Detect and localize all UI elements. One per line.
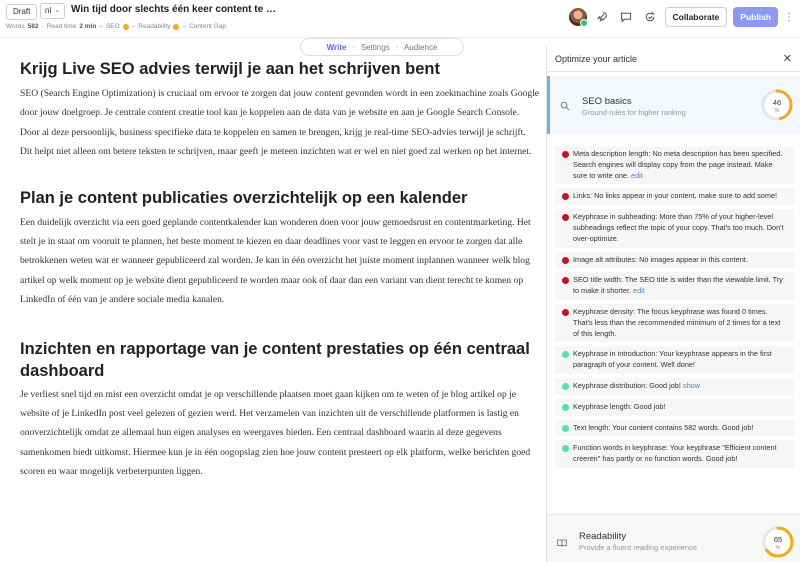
seo-check-item (555, 188, 794, 205)
article-paragraph[interactable]: SEO (Search Engine Optimization) is cruciaal om ervoor te zorgen dat jouw content gevonden wordt in een zoekmachine zoals Google door jouw doelgroep. Je centrale content creatie tool kan je koppelen aan de data van je website en aan je Google Search Console. Door al deze persoonlijk, business specifieke data te koppelen en samen te brengen, krijg je real-time SEO-advies terwijl je schrijft. Dit helpt niet alleen om betere teksten te schrijven, maar geeft je meteen inzichten wat er wel en niet goed zal werken op het internet. (20, 88, 540, 158)
meta-separator: – (99, 23, 103, 30)
article-paragraph[interactable]: Je verliest snel tijd en mist een overzicht omdat je op verschillende plaatsen moet gaan kijken om te weten of je blog artikel op je website of je LinkedIn post veel gelezen of gezien werd. Het verzamelen van inzichten uit de verschillende platformen is lastig en onoverzichtelijk omdat ze allemaal hun eigen analyses en weergaves bieden. Een centraal dashboard waarin al deze gegevens samenkomen biedt uitkomst. Hiermee kun je in één oogopslag zien hoe jouw content presteert op elk platform, welke berichten goed scoren en waar mogelijk verbeterpunten liggen. (20, 388, 531, 478)
seo-check-text: Keyphrase in introduction: Your keyphrase appears in the first paragraph of your content. Well done! (573, 349, 772, 370)
readability-score-unit: % (775, 545, 781, 551)
meta-separator: – (131, 23, 136, 30)
rocket-icon[interactable] (593, 8, 611, 26)
readability-card[interactable] (547, 514, 800, 562)
seo-check-item (555, 209, 794, 247)
seo-check-item (555, 399, 794, 416)
status-dot-icon (562, 214, 569, 221)
article-editor[interactable] (20, 58, 540, 482)
language-select[interactable] (40, 3, 65, 19)
meta-separator: – (182, 23, 187, 30)
search-icon (560, 98, 570, 116)
optimize-sidebar (546, 46, 800, 562)
sync-check-icon[interactable] (641, 8, 659, 26)
seo-check-link[interactable]: edit (633, 286, 645, 296)
seo-basics-title: SEO basics (582, 96, 632, 107)
tab-audience[interactable]: Audience (404, 42, 438, 52)
readability-status-label[interactable]: Readability (138, 23, 171, 30)
read-time-value: 2 min (79, 23, 97, 30)
status-dot-icon (562, 445, 569, 452)
seo-check-item (555, 146, 794, 184)
status-dot-icon (562, 277, 569, 284)
seo-check-item (555, 440, 794, 468)
content-gap-label[interactable]: Content Gap (189, 23, 226, 30)
seo-check-text: Links: No links appear in your content, make sure to add some! (573, 191, 778, 201)
seo-score-gauge (760, 88, 794, 122)
status-dot-icon (562, 425, 569, 432)
sidebar-title: Optimize your article (555, 53, 638, 64)
seo-check-item (555, 420, 794, 437)
sidebar-header (547, 46, 800, 72)
readability-title: Readability (579, 531, 626, 542)
article-heading[interactable]: Inzichten en rapportage van je content prestaties op één centraal dashboard (20, 339, 530, 380)
article-paragraph[interactable]: Een duidelijk overzicht via een goed geplande contentkalender kan wonderen doen voor jouw gemoedsrust en contentmarketing. Het stelt je in staat om vooruit te plannen, het beste moment te kiezen en daar deadlines voor vast te leggen en ervoor te zorgen dat alle betrokkenen weten wat er wanneer gepubliceerd zal worden. Je kan in één overzicht het juiste moment inplannen wanneer welk blog artikel op welk moment op je website dient gepubliceerd te worden maar ook of daar dan een variant van dient terecht te komen op LinkedIn of één van je andere sociale media kanalen. (20, 216, 531, 306)
seo-score-unit: % (774, 108, 780, 114)
seo-check-text: Text length: Your content contains 582 words. Good job! (573, 422, 754, 432)
chevron-right-icon: › (352, 43, 355, 51)
words-count: 582 (27, 23, 39, 30)
chevron-down-icon: ⌄ (54, 7, 61, 14)
tab-settings[interactable]: Settings (360, 42, 390, 52)
chevron-right-icon: › (395, 43, 399, 51)
seo-check-item (555, 378, 794, 395)
article-heading[interactable]: Krijg Live SEO advies terwijl je aan het schrijven bent (20, 60, 440, 78)
seo-check-text: Keyphrase distribution: Good job! (573, 380, 681, 390)
avatar[interactable] (569, 8, 587, 26)
meta-separator: · (41, 23, 44, 30)
more-vertical-icon[interactable]: ⋮ (784, 11, 794, 23)
seo-check-text: Keyphrase in subheading: More than 75% of your higher-level subheadings reflect the topic of your copy. That's too much. Don't over-optimize. (573, 212, 784, 243)
article-heading[interactable]: Plan je content publicaties overzichtelijk op een kalender (20, 188, 468, 207)
language-select-value: nl (45, 6, 52, 15)
seo-check-text: Image alt attributes: No images appear in this content. (573, 254, 748, 264)
seo-check-link[interactable]: edit (631, 170, 643, 180)
status-dot-icon (562, 151, 569, 158)
readability-status-dot (173, 24, 179, 30)
seo-check-text: SEO title width: The SEO title is wider than the viewable limit. Try to make it shorter. (573, 275, 783, 296)
seo-check-text: Meta description length: No meta description has been specified. Search engines will display copy from the page instead. Make sure to write one. (573, 149, 783, 180)
readability-score-value: 65 (773, 535, 783, 544)
seo-check-text: Function words in keyphrase: Your keyphrase "Efficient content creeren" has partly or no function words. Good job! (573, 443, 777, 464)
book-icon (557, 535, 567, 553)
document-meta (6, 23, 226, 30)
readability-score-gauge (761, 525, 795, 559)
collaborate-button[interactable]: Collaborate (665, 7, 728, 27)
seo-check-link[interactable]: show (682, 380, 700, 390)
status-dot-icon (562, 309, 569, 316)
seo-score-value: 46 (772, 98, 782, 107)
seo-basics-card[interactable] (547, 76, 800, 134)
close-icon[interactable]: ✕ (782, 53, 792, 65)
seo-check-item (555, 346, 794, 374)
read-time-label: Read time (46, 23, 77, 30)
readability-subtitle: Provide a fluent reading experience (579, 543, 697, 552)
status-dot-icon (562, 404, 569, 411)
seo-check-item (555, 272, 794, 300)
status-dot-icon (562, 351, 569, 358)
status-dot-icon (562, 383, 569, 390)
seo-check-list (547, 146, 800, 468)
comment-icon[interactable] (617, 8, 635, 26)
tab-write[interactable]: Write (326, 42, 347, 52)
seo-check-item (555, 252, 794, 269)
top-bar (0, 0, 800, 38)
seo-check-text: Keyphrase length: Good job! (573, 401, 666, 411)
status-dot-icon (562, 193, 569, 200)
publish-button[interactable]: Publish (733, 7, 778, 27)
seo-basics-subtitle: Ground rules for higher ranking (582, 108, 686, 117)
top-actions (569, 7, 792, 27)
words-label: Words (6, 23, 25, 30)
document-title[interactable]: Win tijd door slechts één keer content te … (71, 4, 276, 15)
step-tabs (300, 38, 464, 56)
seo-status-dot (123, 24, 129, 30)
status-badge[interactable]: Draft (6, 4, 37, 20)
seo-status-label[interactable]: SEO (105, 23, 120, 30)
status-dot-icon (562, 257, 569, 264)
seo-check-text: Keyphrase density: The focus keyphrase was found 0 times. That's less than the recommended minimum of 2 times for a text of this length. (573, 306, 781, 338)
seo-check-item (555, 304, 794, 342)
